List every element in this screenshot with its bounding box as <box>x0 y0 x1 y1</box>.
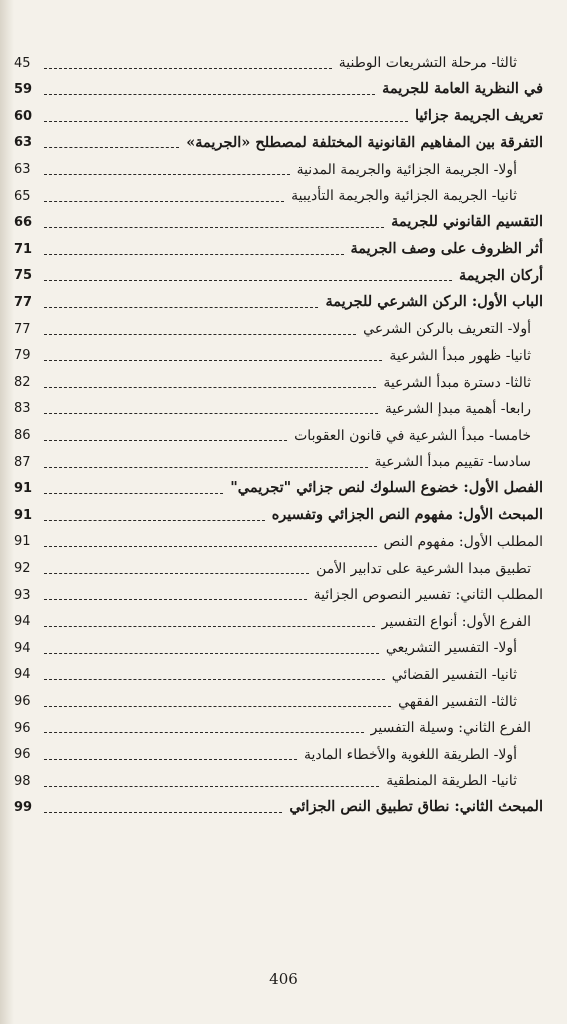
toc-entry-page: 91 <box>14 507 33 523</box>
toc-entry-page: 83 <box>14 401 31 417</box>
toc-entry <box>14 791 543 818</box>
dotted-leader <box>44 227 384 228</box>
toc-entry <box>14 631 543 658</box>
toc-entry-title: الباب الأول: الركن الشرعي للجريمة <box>325 293 543 311</box>
toc-entry-page: 91 <box>14 481 33 497</box>
toc-entry-page: 66 <box>14 215 33 231</box>
toc-entry <box>14 737 543 764</box>
toc-entry-page: 99 <box>14 800 33 816</box>
toc-entry-title: التقسيم القانوني للجريمة <box>391 213 543 231</box>
toc-entry <box>14 152 543 179</box>
toc-entry-title: أولا- التفسير التشريعي <box>385 640 517 657</box>
page-number: 406 <box>269 970 298 988</box>
dotted-leader <box>44 467 368 468</box>
toc-entry <box>14 312 543 339</box>
toc-entry <box>14 418 543 445</box>
toc-entry-title: أولا- الطريقة اللغوية والأخطاء المادية <box>304 746 517 763</box>
toc-entry-page: 94 <box>14 640 31 656</box>
toc-entry-page: 98 <box>14 773 31 789</box>
toc-entry-title: التفرقة بين المفاهيم القانونية المختلفة لمصطلح «الجريمة» <box>186 133 543 151</box>
toc-entry-page: 91 <box>14 534 31 550</box>
dotted-leader <box>44 413 378 414</box>
toc-entry <box>14 498 543 525</box>
dotted-leader <box>44 68 332 69</box>
toc-entry <box>14 578 543 605</box>
toc-entry <box>14 711 543 738</box>
toc-entry <box>14 285 543 312</box>
toc-entry <box>14 525 543 552</box>
dotted-leader <box>44 334 356 335</box>
dotted-leader <box>44 360 382 361</box>
toc-entry-title: المبحث الأول: مفهوم النص الجزائي وتفسيره <box>271 505 543 523</box>
toc-entry-page: 96 <box>14 747 31 763</box>
toc-entry <box>14 126 543 153</box>
toc-entry-title: ثانيا- الطريقة المنطقية <box>386 773 517 790</box>
dotted-leader <box>44 307 318 308</box>
toc-entry <box>14 99 543 126</box>
toc-entry <box>14 445 543 472</box>
toc-entry-page: 79 <box>14 348 31 364</box>
dotted-leader <box>44 201 284 202</box>
toc-entry <box>14 392 543 419</box>
toc-entry <box>14 206 543 233</box>
toc-entry-title: أولا- الجريمة الجزائية والجريمة المدنية <box>296 161 517 178</box>
toc-entry-title: سادسا- تقييم مبدأ الشرعية <box>374 454 531 471</box>
dotted-leader <box>44 732 364 733</box>
toc-entry <box>14 365 543 392</box>
toc-entry-page: 94 <box>14 614 31 630</box>
dotted-leader <box>44 626 375 627</box>
dotted-leader <box>44 599 307 600</box>
toc-entry-page: 75 <box>14 268 33 284</box>
toc-entry-title: المبحث الثاني: نطاق تطبيق النص الجزائي <box>289 798 543 816</box>
toc-entry-page: 63 <box>14 135 33 151</box>
dotted-leader <box>44 174 290 175</box>
toc-entry <box>14 232 543 259</box>
toc-entry-page: 92 <box>14 560 31 576</box>
dotted-leader <box>44 573 309 574</box>
toc-entry <box>14 472 543 499</box>
toc-entry-title: أثر الظروف على وصف الجريمة <box>350 239 543 257</box>
dotted-leader <box>44 812 282 813</box>
toc-entry-page: 77 <box>14 295 33 311</box>
toc-entry-page: 86 <box>14 428 31 444</box>
toc-entry-title: المطلب الثاني: تفسير النصوص الجزائية <box>313 587 543 604</box>
toc-entry-page: 59 <box>14 82 33 98</box>
toc-entry <box>14 658 543 685</box>
toc-entry-title: أركان الجريمة <box>458 266 543 284</box>
toc-entry-title: أولا- التعريف بالركن الشرعي <box>363 321 531 338</box>
dotted-leader <box>44 653 379 654</box>
toc-entry-title: تطبيق مبدا الشرعية على تدابير الأمن <box>316 560 531 577</box>
dotted-leader <box>44 706 391 707</box>
toc-entry-title: خامسا- مبدأ الشرعية في قانون العقوبات <box>294 427 531 444</box>
dotted-leader <box>44 387 376 388</box>
toc-entry-title: المطلب الأول: مفهوم النص <box>383 534 543 551</box>
dotted-leader <box>44 254 344 255</box>
toc-entry-page: 93 <box>14 587 31 603</box>
table-of-contents <box>14 46 543 817</box>
dotted-leader <box>44 759 297 760</box>
toc-entry-title: ثانيا- التفسير القضائي <box>391 667 517 684</box>
toc-entry-title: الفرع الثاني: وسيلة التفسير <box>370 720 531 737</box>
toc-entry-title: الفرع الأول: أنواع التفسير <box>381 613 531 630</box>
toc-entry-page: 96 <box>14 720 31 736</box>
toc-entry <box>14 604 543 631</box>
toc-entry-page: 77 <box>14 321 31 337</box>
toc-entry-page: 71 <box>14 241 33 257</box>
toc-entry-page: 45 <box>14 55 31 71</box>
dotted-leader <box>44 121 408 122</box>
toc-entry <box>14 764 543 791</box>
toc-entry-title: في النظرية العامة للجريمة <box>382 80 543 98</box>
toc-entry-title: الفصل الأول: خضوع السلوك لنص جزائي "تجريمي" <box>230 479 543 497</box>
dotted-leader <box>44 94 375 95</box>
toc-entry-page: 94 <box>14 667 31 683</box>
toc-entry-title: ثانيا- ظهور مبدأ الشرعية <box>389 347 531 364</box>
toc-entry <box>14 73 543 100</box>
toc-entry-title: ثالثا- دسترة مبدأ الشرعية <box>383 374 531 391</box>
toc-entry <box>14 684 543 711</box>
dotted-leader <box>44 546 377 547</box>
toc-entry-title: تعريف الجريمة جزائيا <box>415 106 543 124</box>
toc-entry-page: 60 <box>14 108 33 124</box>
dotted-leader <box>44 520 265 521</box>
toc-entry <box>14 339 543 366</box>
dotted-leader <box>44 493 223 494</box>
dotted-leader <box>44 280 452 281</box>
toc-entry-page: 82 <box>14 374 31 390</box>
toc-entry-title: ثالثا- مرحلة التشريعات الوطنية <box>338 55 517 72</box>
toc-entry-page: 63 <box>14 162 31 178</box>
toc-entry <box>14 179 543 206</box>
toc-entry-title: رابعا- أهمية مبدإ الشرعية <box>384 401 531 418</box>
toc-entry-page: 87 <box>14 454 31 470</box>
toc-entry-title: ثالثا- التفسير الفقهي <box>398 693 517 710</box>
dotted-leader <box>44 147 179 148</box>
toc-entry-page: 96 <box>14 693 31 709</box>
dotted-leader <box>44 440 287 441</box>
dotted-leader <box>44 786 379 787</box>
toc-entry <box>14 551 543 578</box>
dotted-leader <box>44 679 385 680</box>
page-edge <box>0 0 14 1024</box>
toc-entry <box>14 259 543 286</box>
toc-entry <box>14 46 543 73</box>
toc-entry-title: ثانيا- الجريمة الجزائية والجريمة التأديبية <box>291 188 517 205</box>
toc-entry-page: 65 <box>14 188 31 204</box>
